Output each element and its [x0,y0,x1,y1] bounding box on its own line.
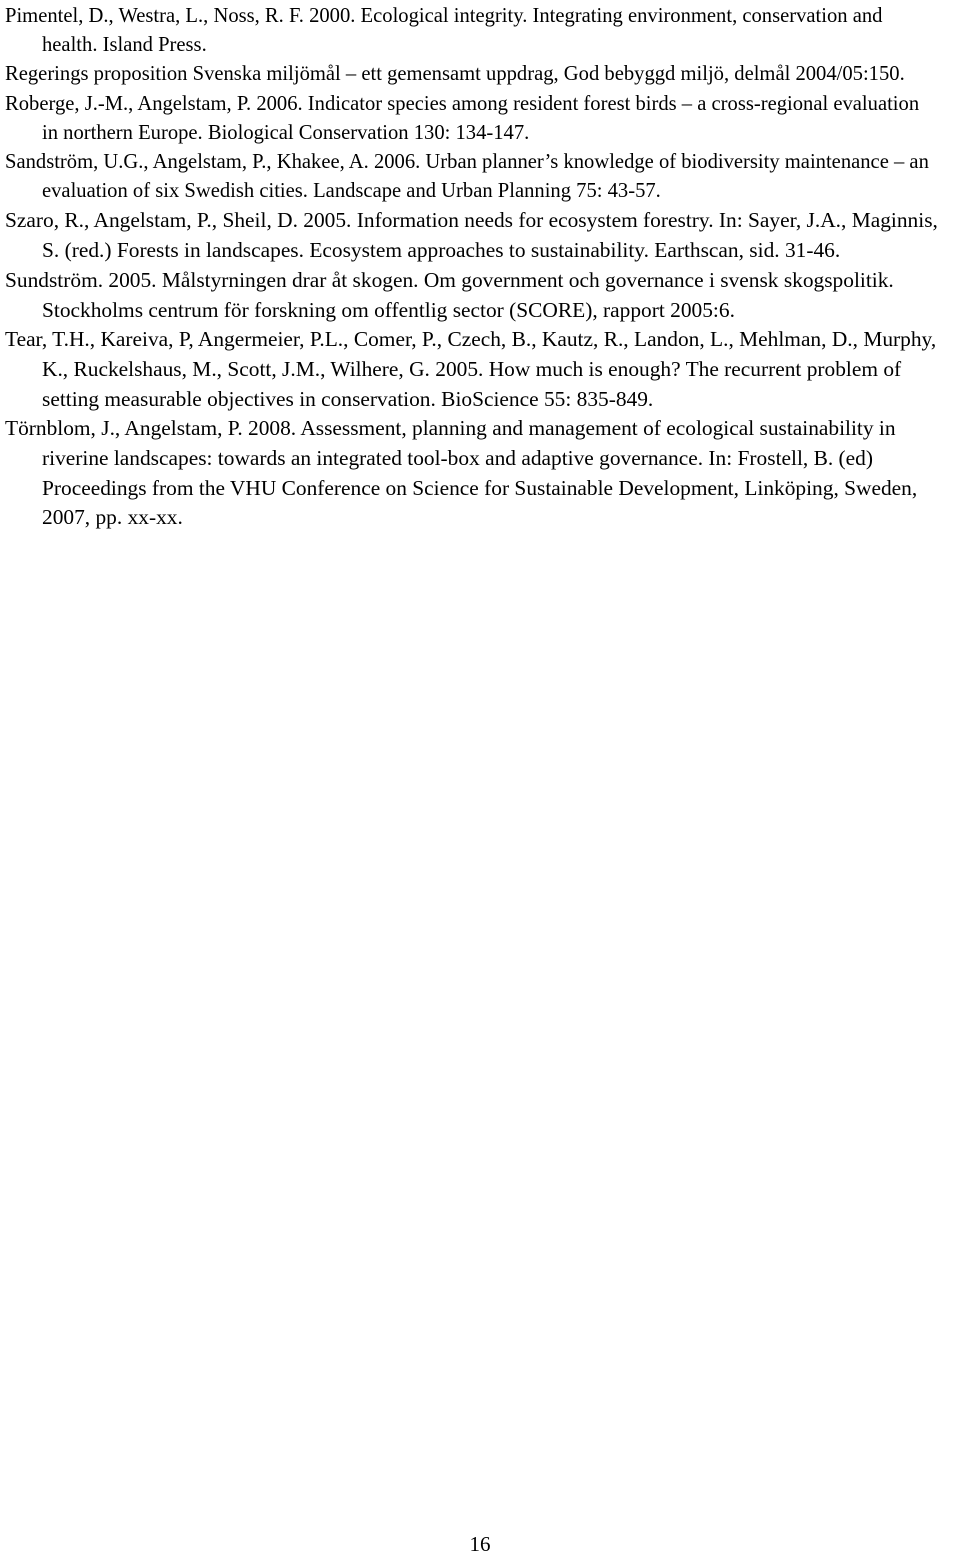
reference-entry-szaro: Szaro, R., Angelstam, P., Sheil, D. 2005. Information needs for ecosystem forestry. In: Sayer, J.A., Maginnis, S. (red.) Forests in landscapes. Ecosystem approaches to sustainability. Earthscan, sid. 31-46. [5,208,938,263]
reference-entry-sundstrom: Sundström. 2005. Målstyrningen drar åt skogen. Om government och governance i svensk skogspolitik. Stockholms centrum för forskning om offentlig sector (SCORE), rapport 2005:6. [5,267,894,322]
reference-entry-tornblom: Törnblom, J., Angelstam, P. 2008. Assessment, planning and management of ecological sustainability in riverine landscapes: towards an integrated tool-box and adaptive governance. In: Frostell, B. (ed) Proceedings from the VHU Conference on Science for Sustainable Development, Linköping, Sweden, 2007, pp. xx-xx. [5,416,918,530]
reference-entry-roberge: Roberge, J.-M., Angelstam, P. 2006. Indicator species among resident forest birds – a cross-regional evaluation in northern Europe. Biological Conservation 130: 134-147. [5,92,920,144]
reference-list [5,2,940,533]
page-number: 16 [469,1532,491,1556]
reference-entry-sandstrom: Sandström, U.G., Angelstam, P., Khakee, A. 2006. Urban planner’s knowledge of biodiversity maintenance – an evaluation of six Swedish cities. Landscape and Urban Planning 75: 43-57. [5,151,929,203]
reference-entry-pimentel: Pimentel, D., Westra, L., Noss, R. F. 2000. Ecological integrity. Integrating environment, conservation and health. Island Press. [5,5,883,57]
reference-entry-regeringsproposition: Regerings proposition Svenska miljömål – ett gemensamt uppdrag, God bebyggd miljö, delmål 2004/05:150. [5,63,905,86]
reference-entry-tear: Tear, T.H., Kareiva, P, Angermeier, P.L., Comer, P., Czech, B., Kautz, R., Landon, L., Mehlman, D., Murphy, K., Ruckelshaus, M., Scott, J.M., Wilhere, G. 2005. How much is enough? The recurrent problem of setting measurable objectives in conservation. BioScience 55: 835-849. [5,327,937,411]
